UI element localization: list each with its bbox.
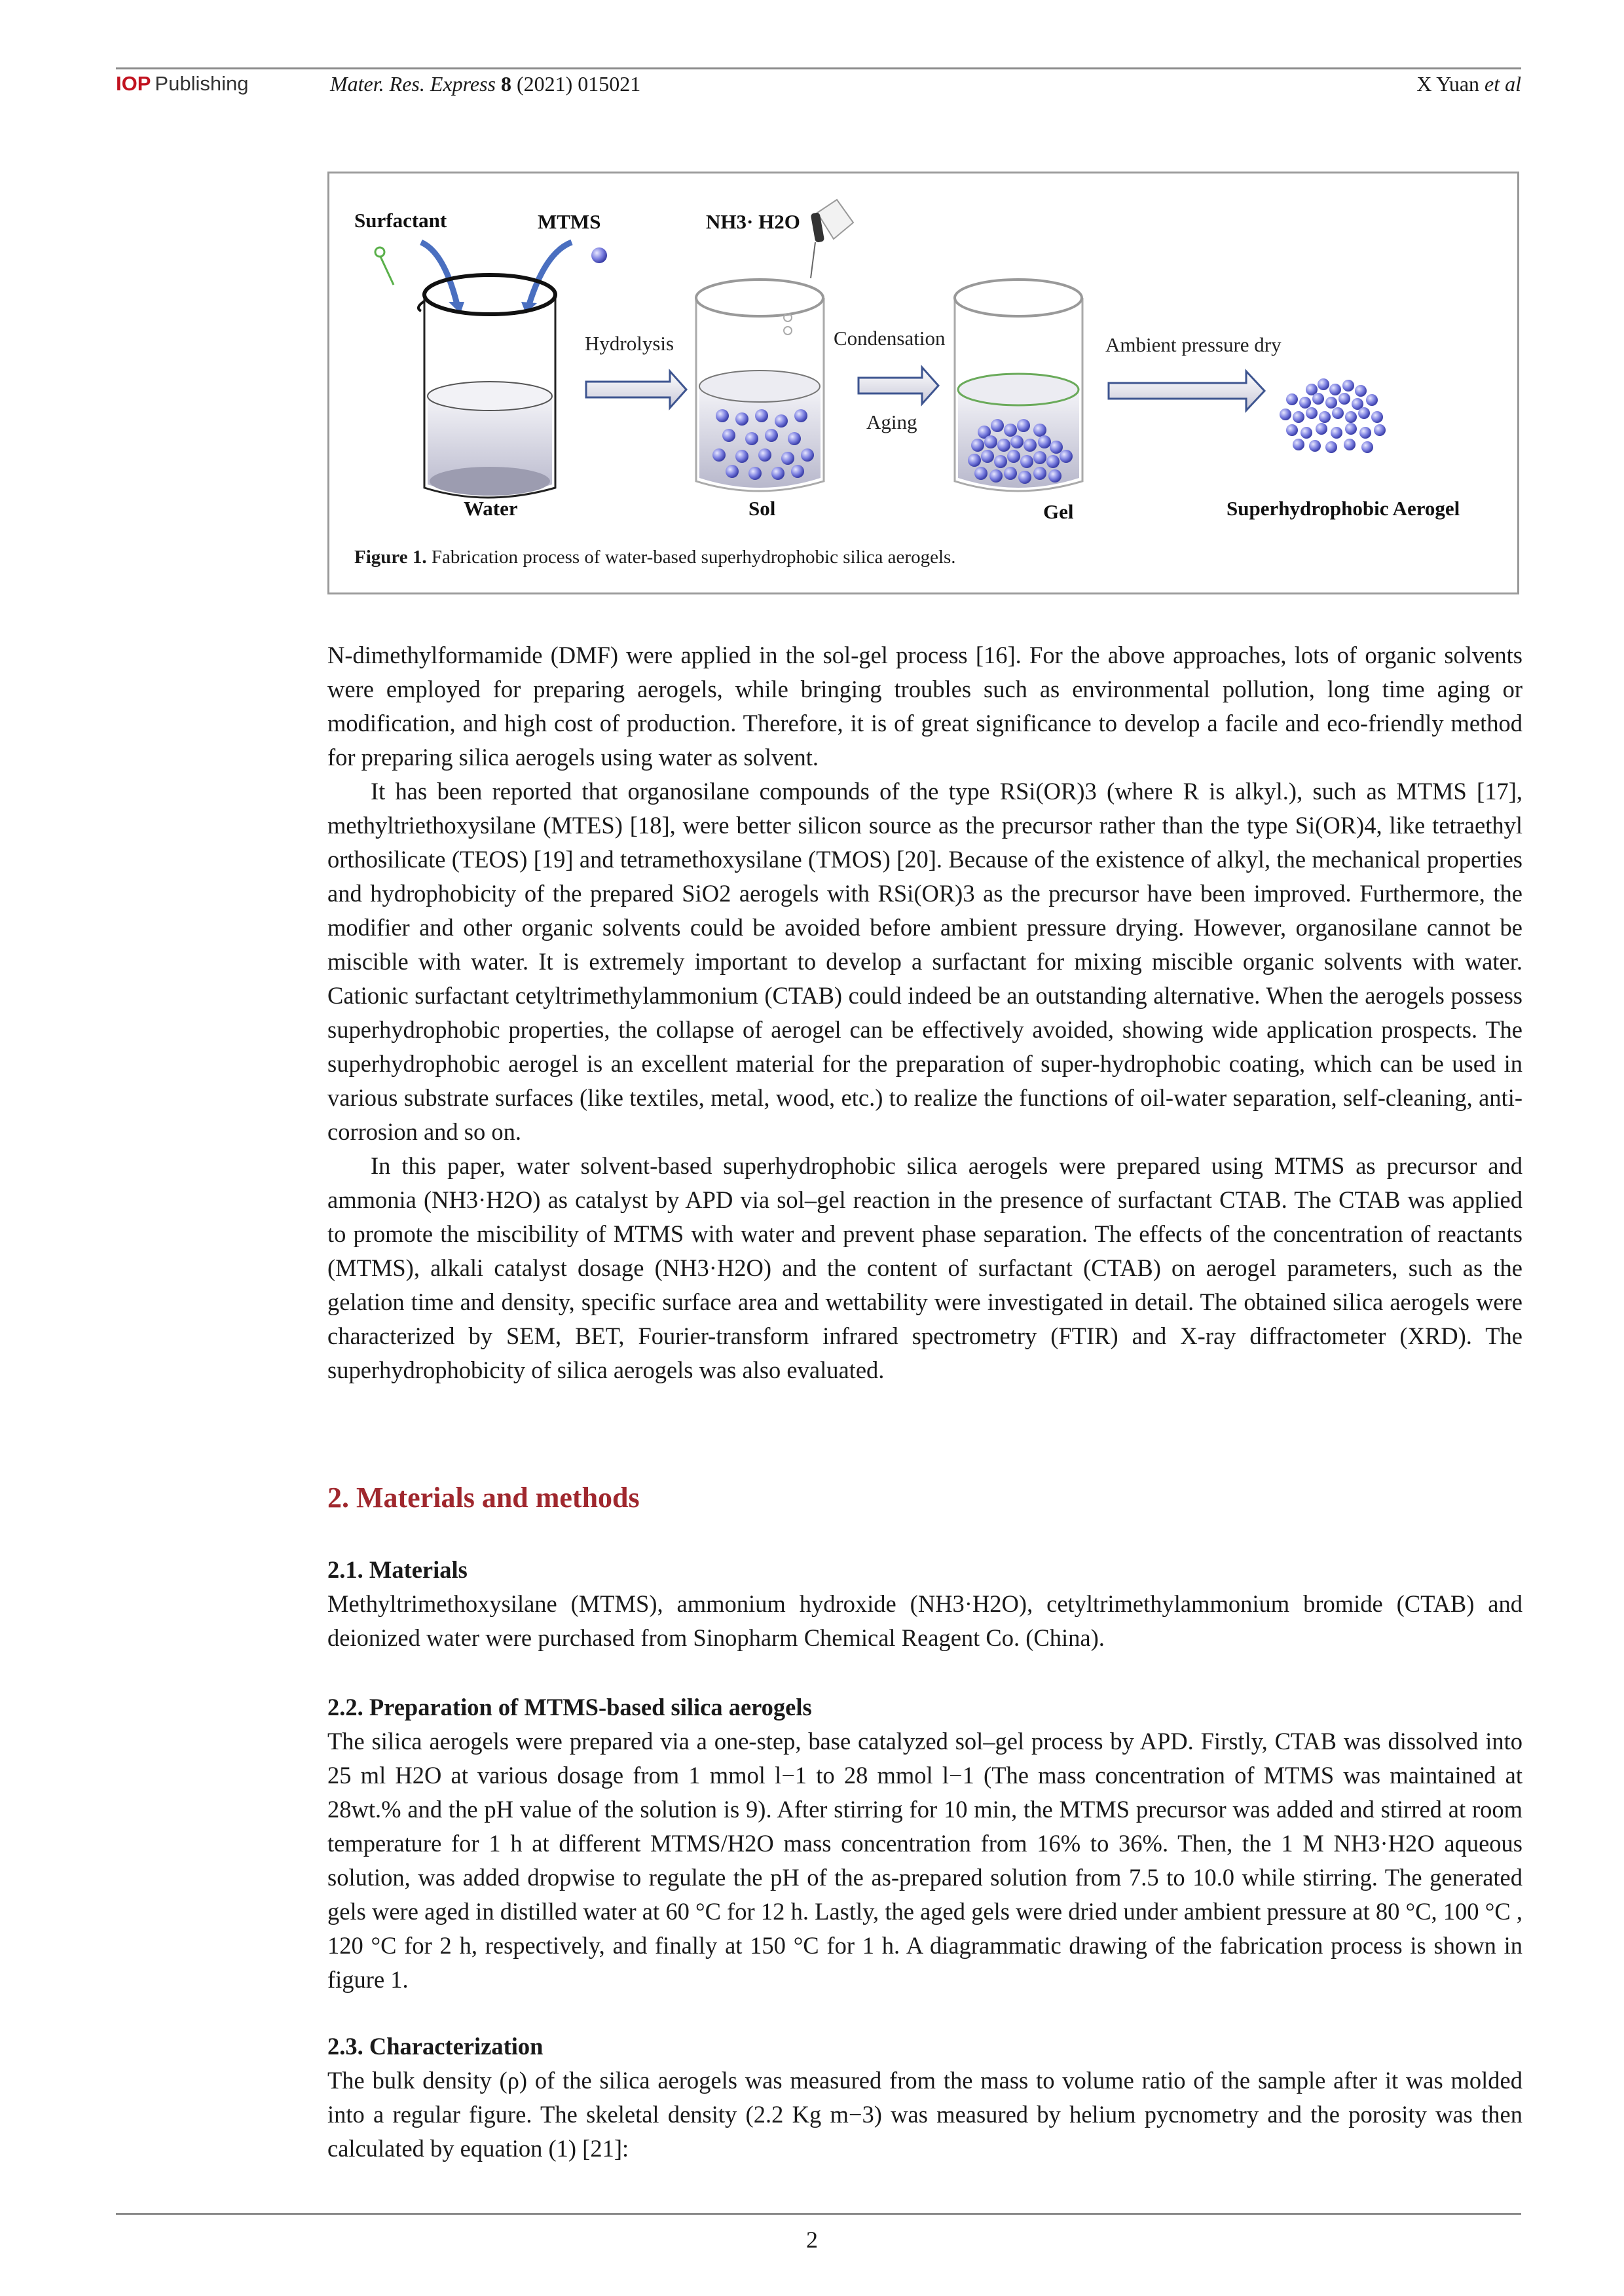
journal-year-article: (2021) 015021 (516, 72, 641, 96)
caption-text: Fabrication process of water-based superhydrophobic silica aerogels. (431, 547, 956, 568)
journal-citation (330, 72, 640, 96)
label-aerogel: Superhydrophobic Aerogel (1227, 497, 1460, 520)
running-author (1416, 72, 1521, 96)
subsection-title-2-1: 2.1. Materials (327, 1556, 468, 1583)
label-ammonia: NH3· H2O (706, 210, 800, 233)
surfactant-molecule-icon (375, 247, 394, 285)
aerogel-cluster-icon (1280, 378, 1386, 453)
label-water: Water (464, 497, 518, 520)
beaker-gel (955, 280, 1082, 491)
footer-rule (116, 2213, 1521, 2215)
label-surfactant: Surfactant (354, 209, 447, 232)
paragraph-1: N-dimethylformamide (DMF) were applied in the sol-gel process [16]. For the above approaches, lots of organic solvents were employed for preparing aerogels, while bringing troubles such as environmental pollution, long time aging or modification, and high cost of production. Therefore, it is of great significance to develop a facile and eco-friendly method for preparing silica aerogels using water as solvent. (327, 642, 1522, 771)
figure-1 (327, 172, 1519, 594)
subsection-2-1 (327, 1553, 1522, 1655)
page-number: 2 (806, 2227, 818, 2253)
journal-name: Mater. Res. Express (330, 72, 496, 96)
subsection-text-2-2: The silica aerogels were prepared via a one-step, base catalyzed sol–gel process by APD. Firstly, CTAB was dissolved into 25 ml H2O at various dosage from 1 mmol l−1 to 28 mmol l−1 (The mass concentration of MTMS was maintained at 28wt.% and the pH value of the solution is 9). After stirring for 10 min, the MTMS precursor was added and stirred at room temperature for 1 h at different MTMS/H2O mass concentration from 16% to 36%. Then, the 1 M NH3·H2O aqueous solution, was added dropwise to regulate the pH of the as-prepared solution from 7.5 to 10.0 while stirring. The generated gels were aged in distilled water at 60 °C for 12 h. Lastly, the aged gels were dried under ambient pressure at 80 °C, 100 °C , 120 °C for 2 h, respectively, and finally at 150 °C for 1 h. A diagrammatic drawing of the fabrication process is shown in figure 1. (327, 1728, 1522, 1993)
subsection-text-2-3: The bulk density (ρ) of the silica aerogels was measured from the mass to volume ratio of the sample after it was molded into a regular figure. The skeletal density (2.2 Kg m−3) was measured by helium pycnometry and the porosity was then calculated by equation (1) [21]: (327, 2067, 1522, 2162)
fabrication-diagram (329, 173, 1517, 540)
caption-label: Figure 1. (354, 547, 427, 568)
label-hydrolysis: Hydrolysis (585, 332, 674, 355)
label-ambient-dry: Ambient pressure dry (1105, 333, 1282, 356)
label-mtms: MTMS (538, 210, 601, 233)
subsection-title-2-2: 2.2. Preparation of MTMS-based silica aerogels (327, 1694, 812, 1721)
subsection-text-2-1: Methyltrimethoxysilane (MTMS), ammonium hydroxide (NH3·H2O), cetyltrimethylammonium bromide (CTAB) and deionized water were purchased from Sinopharm Chemical Reagent Co. (China). (327, 1590, 1522, 1651)
subsection-2-2 (327, 1690, 1522, 1997)
paragraph-3: In this paper, water solvent-based superhydrophobic silica aerogels were prepared using MTMS as precursor and ammonia (NH3·H2O) as catalyst by APD via sol–gel reaction in the presence of surfactant CTAB. The CTAB was applied to promote the miscibility of MTMS with water and prevent phase separation. The effects of the concentration of reactants (MTMS), alkali catalyst dosage (NH3·H2O) and the content of surfactant (CTAB) on aerogel parameters, such as the gelation time and density, specific surface area and wettability were investigated in detail. The obtained silica aerogels were characterized by SEM, BET, Fourier-transform infrared spectrometry (FTIR) and X-ray diffractometer (XRD). The superhydrophobicity of silica aerogels was also evaluated. (327, 1152, 1522, 1383)
intro-continued (327, 638, 1522, 1387)
label-sol: Sol (748, 497, 776, 520)
surfactant-arrow-icon (421, 242, 457, 304)
subsection-title-2-3: 2.3. Characterization (327, 2033, 544, 2060)
drying-arrow-icon (1109, 371, 1264, 410)
label-gel: Gel (1043, 500, 1074, 523)
author-suffix: et al (1485, 72, 1521, 96)
journal-volume: 8 (500, 72, 511, 96)
logo-mark: IOP (116, 72, 151, 95)
mtms-arrow-icon (529, 242, 572, 304)
running-header (116, 72, 1521, 105)
beaker-water (418, 275, 555, 498)
figure-caption (354, 547, 956, 568)
publisher-name: Publishing (155, 72, 249, 95)
condensation-arrow-icon (858, 367, 938, 404)
author-name: X Yuan (1416, 72, 1480, 96)
section-heading-2: 2. Materials and methods (327, 1482, 640, 1514)
hydrolysis-arrow-icon (586, 371, 686, 408)
mtms-particle-icon (591, 247, 607, 263)
publisher-logo (116, 72, 248, 96)
header-rule (116, 67, 1521, 69)
dropper-bottle-icon (811, 200, 853, 278)
subsection-2-3 (327, 2030, 1522, 2166)
label-aging: Aging (866, 410, 917, 433)
label-condensation: Condensation (834, 327, 946, 350)
paragraph-2: It has been reported that organosilane compounds of the type RSi(OR)3 (where R is alkyl.), such as MTMS [17], methyltriethoxysilane (MTES) [18], were better silicon source as the precursor rather than the type Si(OR)4, like tetraethyl orthosilicate (TEOS) [19] and tetramethoxysilane (TMOS) [20]. Because of the existence of alkyl, the mechanical properties and hydrophobicity of the prepared SiO2 aerogels with RSi(OR)3 as the precursor have been improved. Furthermore, the modifier and other organic solvents could be avoided before ambient pressure drying. However, organosilane cannot be miscible with water. It is extremely important to develop a surfactant for mixing miscible organic solvents with water. Cationic surfactant cetyltrimethylammonium (CTAB) could indeed be an outstanding alternative. When the aerogels possess superhydrophobic properties, the collapse of aerogel can be effectively avoided, showing wide application prospects. The superhydrophobic aerogel is an excellent material for the preparation of super-hydrophobic coating, which can be used in various substrate surfaces (like textiles, metal, wood, etc.) to realize the functions of oil-water separation, self-cleaning, anti-corrosion and so on. (327, 778, 1522, 1145)
beaker-sol (696, 280, 824, 491)
